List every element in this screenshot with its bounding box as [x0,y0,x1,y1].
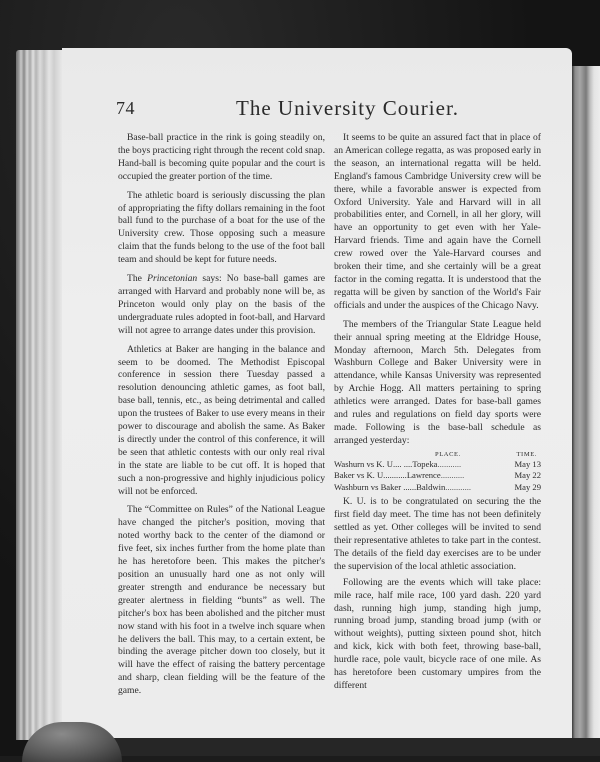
page-header [116,98,566,128]
match: Baker vs K. U........... [334,470,407,481]
header-place: PLACE. [435,450,461,458]
running-title: The University Courier. [236,96,460,120]
header-time: TIME. [516,450,537,458]
text: The [127,273,148,285]
place: Topeka [412,458,438,469]
left-column [118,132,325,704]
time: May 22 [514,470,541,481]
paragraph-athletic-board: The athletic board is seriously discussing the plan of appropriating the fifty dollars remaining in the foot ball fund to the purchase of a boat for the use of the University crew. Those opposing such a measure claim that the funds belong to the use of the foot ball team and should be kept for future needs. [118,189,325,266]
leader-dots: ........... [440,470,465,481]
paragraph-committee-on-rules: The “Committee on Rules” of the National League have changed the pitcher's position, moving that noted worthy back to the center of the diamond or five feet, six inches further from the home plate than he has heretofore been. This makes the pitcher's position an unusually hard one as not only will greater strength and endurance be necessary but greater alertness in fielding “bunts” as well. The pitcher's box has been abolished and the pitcher must now stand with his foot in a twelve inch square when he delivers the ball. This may, to a certain extent, be binding the average pitcher down too closely, but it will have the effect of raising the battery percentage and sharp, clean fielding will be the feature of the game. [118,504,325,697]
paragraph-events: Following are the events which will take place: mile race, half mile race, 100 yard dash. 220 yard dash, running high jump, standing high jump, running broad jump, standing broad jump (with or without weights), putting sixteen pound shot, hitch and kick, kick with both feet, throwing base-ball, hurdle race, pole vault, bicycle race of one mile. As has heretofore been customary umpires from the different [334,576,541,691]
place: Baldwin [416,481,446,492]
time: May 13 [514,458,541,469]
page-number: 74 [116,98,135,118]
page-edges-right [572,66,600,738]
book-page [62,48,572,738]
match: Washurn vs K. U.... .... [334,458,413,469]
page-edges-left [16,50,62,740]
schedule-row [334,459,541,471]
text: says: No base-ball games are arranged with Harvard and probably none will be, as Princeton would only play on the basis of the undergraduate rules adopted in foot-ball, and Harvard will not agree to arrange dates under this provision. [118,273,325,336]
paragraph-regatta: It seems to be quite an assured fact that in place of an American college regatta, as was proposed early in the season, an international regatta will be held. England's famous Cambridge University crew will be there, while a favorable answer is expected from Oxford University. Yale and Harvard will in all probabilities enter, and Cornell, in all her glory, will have an opportunity to get even with her Yale-Harvard friends. Time and again have the Cornell crew rowed over the Yale-Harvard courses and broken their time, and she certainly will be a great factor in the coming regatta. It is understood that the regatta will be given by sanction of the World's Fair officials and under the auspices of the Chicago Navy. [334,132,541,311]
schedule-row [334,470,541,482]
paragraph-baker-athletics: Athletics at Baker are hanging in the balance and seem to be doomed. The Methodist Episcopal conference in session there Tuesday passed a resolution denouncing athletic games, as foot ball, base ball, tennis, etc., as being detrimental and called upon the trustees of Baker to use every means in their power to discourage and abolish the same. As Baker is directly under the control of this conference, it will be seen that athletic contests with our only real rival in the state are liable to be cut off. It is hoped that such a non-progressive and highly injudicious policy will not be enforced. [118,343,325,497]
paragraph-field-day: K. U. is to be congratulated on securing the the first field day meet. The time has not been definitely settled as yet. Other colleges will be invited to send their representative athletes to take part in the contest. The details of the field day exercises are to be under the supervision of the local athletic association. [334,496,541,572]
publication-name: Princetonian [147,273,198,285]
place: Lawrence [406,470,441,481]
bottom-shadow [62,738,600,756]
paragraph-triangular-league: The members of the Triangular State League held their annual spring meeting at the Eldridge House, Monday afternoon, March 5th. Delegates from Washburn College and Baker University were in attendance, while Kansas University was represented by Archie Hogg. All matters pertaining to spring athletics were arranged. Dates for base-ball games and rules and regulations on field day sports were made. Following is the base-ball schedule as arranged yesterday: [334,318,541,446]
schedule-header [334,450,541,459]
match: Washburn vs Baker ...... [334,481,417,492]
baseball-schedule [334,450,541,494]
time: May 29 [514,481,541,492]
right-column [334,132,541,699]
paragraph-baseball-practice: Base-ball practice in the rink is going steadily on, the boys practicing right through the recent cold snap. Hand-ball is becoming quite popular and the court is occupied the greater portion of the time. [118,132,326,182]
schedule-row [334,482,541,494]
leader-dots: ............ [445,481,472,492]
paragraph-princetonian [118,273,325,338]
leader-dots: ........... [437,458,462,469]
